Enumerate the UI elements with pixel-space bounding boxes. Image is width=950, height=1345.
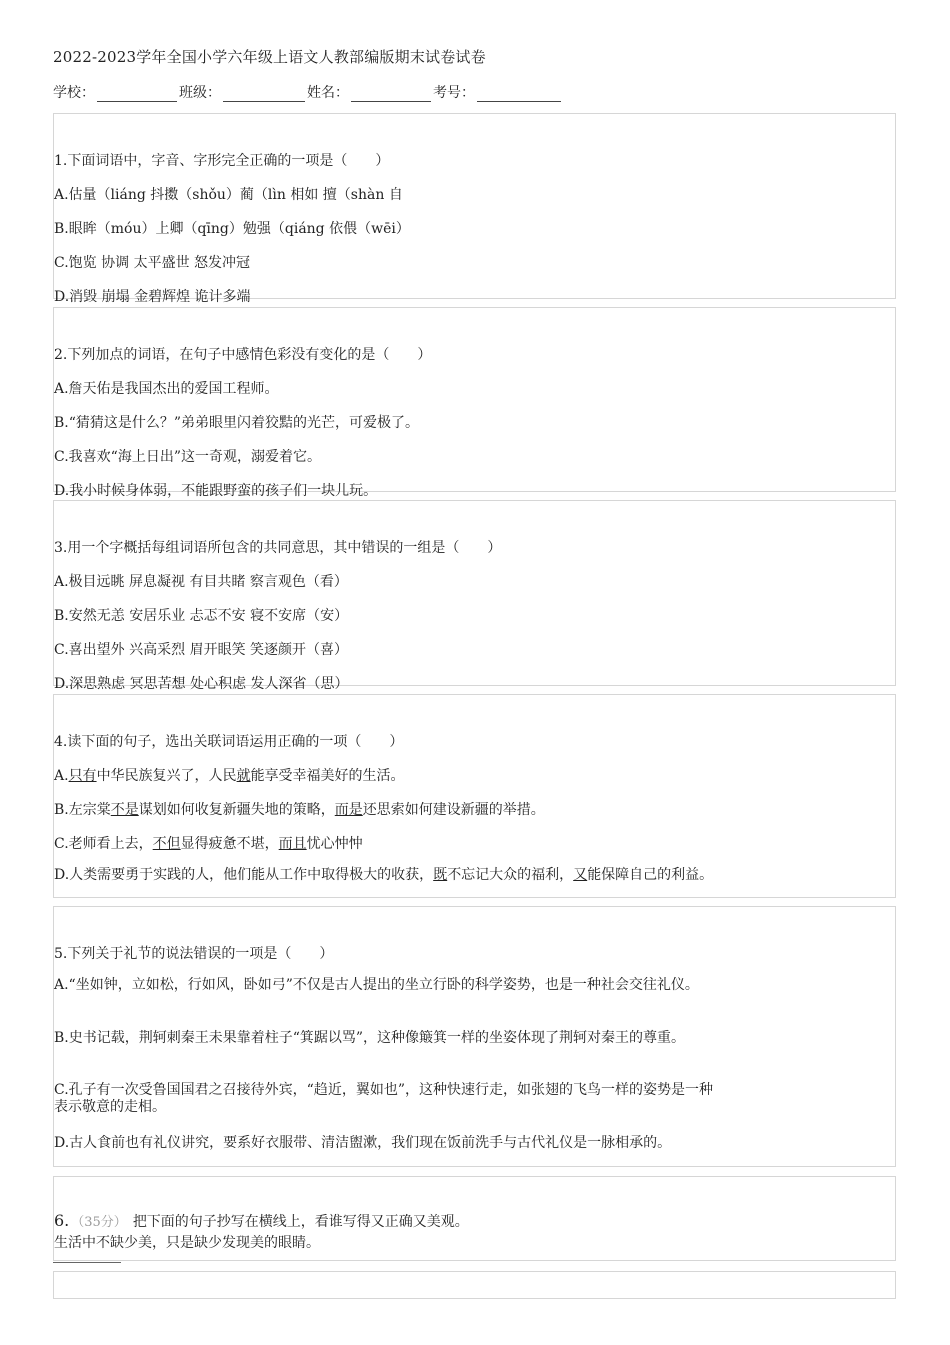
answer-box[interactable] xyxy=(53,1271,896,1299)
school-label: 学校： xyxy=(53,85,95,101)
option-a[interactable]: A.估量（liáng 抖擞（shǒu）蔺（lìn 相如 擅（shàn 自 xyxy=(54,187,403,203)
option-a[interactable] xyxy=(54,765,405,785)
class-label: 班级： xyxy=(179,85,221,101)
name-blank[interactable] xyxy=(351,87,431,102)
question-number: 6. xyxy=(54,1211,70,1230)
conjunction: 既 xyxy=(433,867,448,883)
conjunction: 又 xyxy=(573,867,588,883)
student-info-row xyxy=(53,82,563,102)
question-2 xyxy=(53,307,896,499)
question-1 xyxy=(53,113,896,305)
option-text: 中华民族复兴了，人民 xyxy=(96,768,237,784)
question-text: 把下面的句子抄写在横线上，看谁写得又正确又美观。 xyxy=(132,1214,469,1230)
option-a[interactable]: A.詹天佑是我国杰出的爱国工程师。 xyxy=(54,381,279,397)
option-c[interactable]: C.饱览 协调 太平盛世 怒发冲冠 xyxy=(54,255,251,271)
option-c[interactable] xyxy=(54,833,363,853)
question-5 xyxy=(53,906,896,1167)
option-text: B.左宗棠 xyxy=(54,802,111,818)
option-d[interactable]: D.深思熟虑 冥思苦想 处心积虑 发人深省（思） xyxy=(54,676,349,692)
answer-line[interactable] xyxy=(53,1262,121,1263)
copy-sentence: 生活中不缺少美，只是缺少发现美的眼睛。 xyxy=(54,1235,320,1251)
exam-no-label: 考号： xyxy=(433,85,475,101)
option-text: 不忘记大众的福利， xyxy=(447,867,574,883)
conjunction: 不是 xyxy=(110,802,139,818)
name-label: 姓名： xyxy=(307,85,349,101)
option-d[interactable]: D.我小时候身体弱，不能跟野蛮的孩子们一块儿玩。 xyxy=(54,483,378,499)
conjunction: 不但 xyxy=(152,836,181,852)
option-text: D.人类需要勇于实践的人，他们能从工作中取得极大的收获， xyxy=(54,867,434,883)
option-text: 能享受幸福美好的生活。 xyxy=(250,768,405,784)
option-b[interactable]: B.史书记载，荆轲刺秦王未果靠着柱子“箕踞以骂”，这种像簸箕一样的坐姿体现了荆轲对秦王的尊重。 xyxy=(54,1030,686,1046)
question-4 xyxy=(53,694,896,898)
conjunction: 而是 xyxy=(334,802,363,818)
question-stem: 4.读下面的句子，选出关联词语运用正确的一项（ ） xyxy=(54,734,404,750)
option-b[interactable]: B.安然无恙 安居乐业 忐忑不安 寝不安席（安） xyxy=(54,608,349,624)
option-d[interactable]: D.古人食前也有礼仪讲究，要系好衣服带、清洁盥漱，我们现在饭前洗手与古代礼仪是一脉相承的。 xyxy=(54,1135,672,1151)
question-stem: 5.下列关于礼节的说法错误的一项是（ ） xyxy=(54,946,334,962)
option-text: C.老师看上去， xyxy=(54,836,153,852)
option-b[interactable]: B.眼眸（móu）上卿（qīng）勉强（qiáng 依偎（wēi） xyxy=(54,221,410,237)
question-stem: 1.下面词语中，字音、字形完全正确的一项是（ ） xyxy=(54,153,390,169)
question-stem: 3.用一个字概括每组词语所包含的共同意思，其中错误的一组是（ ） xyxy=(54,540,502,556)
score-badge: （35分） xyxy=(71,1215,127,1230)
option-d[interactable] xyxy=(54,867,719,884)
question-stem: 2.下列加点的词语，在句子中感情色彩没有变化的是（ ） xyxy=(54,347,432,363)
school-blank[interactable] xyxy=(97,87,177,102)
conjunction: 就 xyxy=(236,768,251,784)
question-stem xyxy=(54,1211,469,1231)
option-b[interactable]: B.“猜猜这是什么？”弟弟眼里闪着狡黠的光芒，可爱极了。 xyxy=(54,415,420,431)
question-6 xyxy=(53,1176,896,1261)
exam-title: 2022-2023学年全国小学六年级上语文人教部编版期末试卷试卷 xyxy=(53,48,486,66)
option-label: A. xyxy=(54,768,69,784)
option-a[interactable]: A.极目远眺 屏息凝视 有目共睹 察言观色（看） xyxy=(54,574,348,590)
option-text: 还思索如何建设新疆的举措。 xyxy=(362,802,545,818)
option-d[interactable]: D.消毁 崩塌 金碧辉煌 诡计多端 xyxy=(54,289,251,305)
option-c[interactable]: C.我喜欢“海上日出”这一奇观，溺爱着它。 xyxy=(54,449,321,465)
exam-no-blank[interactable] xyxy=(477,87,561,102)
conjunction: 而且 xyxy=(278,836,307,852)
conjunction: 只有 xyxy=(68,768,97,784)
option-text: 谋划如何收复新疆失地的策略， xyxy=(138,802,335,818)
option-b[interactable] xyxy=(54,799,545,819)
option-text: 忧心忡忡 xyxy=(306,836,363,852)
option-text: 显得疲惫不堪， xyxy=(180,836,279,852)
option-c[interactable]: C.孔子有一次受鲁国国君之召接待外宾，“趋近，翼如也”，这种快速行走，如张翅的飞鸟一样的姿势是一种表示敬意的走相。 xyxy=(54,1082,713,1115)
question-3 xyxy=(53,500,896,692)
option-c[interactable]: C.喜出望外 兴高采烈 眉开眼笑 笑逐颜开（喜） xyxy=(54,642,349,658)
option-text: 能保障自己的利益。 xyxy=(587,867,714,883)
option-a[interactable]: A.“坐如钟，立如松，行如风，卧如弓”不仅是古人提出的坐立行卧的科学姿势，也是一种社会交往礼仪。 xyxy=(54,977,699,993)
class-blank[interactable] xyxy=(223,87,305,102)
